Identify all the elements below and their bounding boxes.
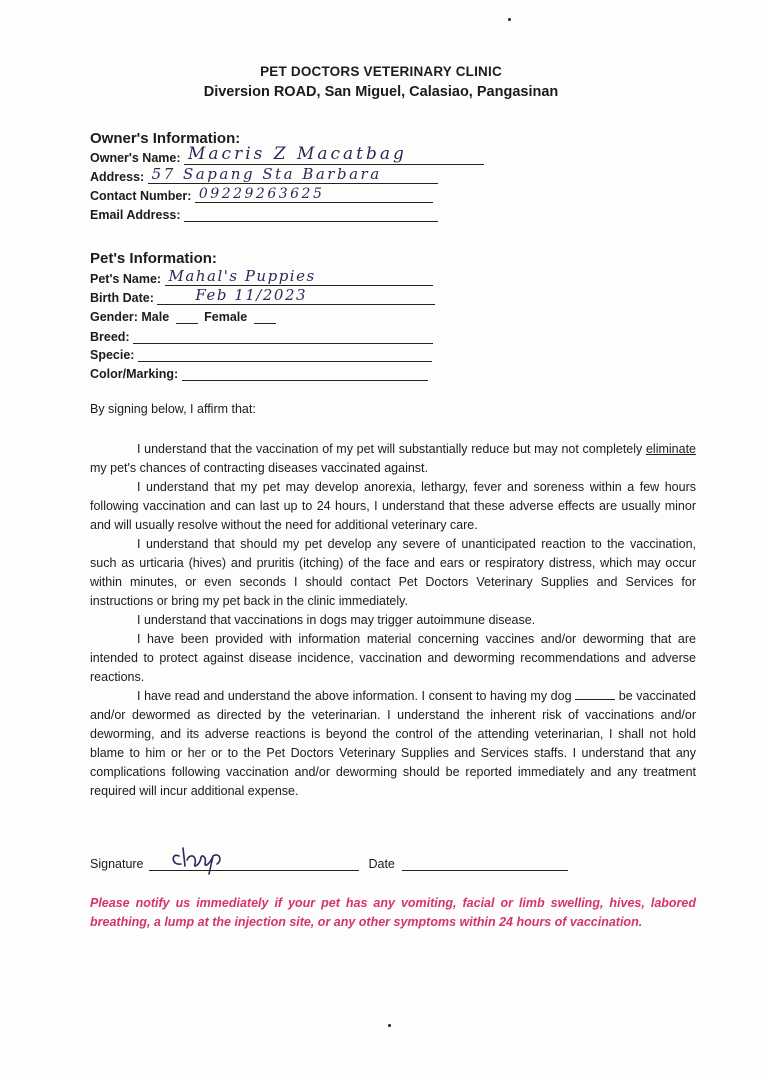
scan-speck (508, 18, 511, 21)
affirm-paragraph-5: I have been provided with information material concerning vaccines and/or deworming that are intended to protect against disease incidence, vaccination and deworming recommendations and adverse reactions. (90, 632, 696, 684)
affirm-p1-text: I understand that the vaccination of my pet will substantially reduce but may not completely (137, 442, 646, 456)
signature-label: Signature (90, 857, 144, 871)
pet-breed-label: Breed: (90, 330, 130, 344)
owner-section-title: Owner's Information: (90, 130, 241, 147)
affirm-p1-text-end: my pet's chances of contracting diseases vaccinated against. (90, 461, 428, 475)
signature-row (90, 856, 568, 871)
affirm-p6-text-end: be vaccinated and/or dewormed as directed by the veterinarian. I understand the inherent risk of vaccinations and/or deworming, and its adverse reactions is beyond the control of the attending veterinarian, I shall not hold blame to him or her or to the Pet Doctors Veterinary Supplies and Services staffs. I understand that any complications following vaccination and/or deworming should be reported immediately and any treatment required will incur additional expense. (90, 689, 696, 798)
owner-email-label: Email Address: (90, 208, 181, 222)
pet-name-label: Pet's Name: (90, 272, 162, 286)
owner-address-row (90, 165, 438, 187)
affirm-paragraph-6 (90, 687, 696, 801)
owner-email-row (90, 207, 438, 225)
pet-gender-female-field[interactable] (254, 310, 276, 324)
pet-gender-male-label: Gender: Male (90, 310, 170, 324)
pet-breed-row (90, 329, 433, 347)
owner-name-label: Owner's Name: (90, 151, 181, 165)
signature-field[interactable] (149, 856, 359, 871)
pet-gender-male-field[interactable] (176, 310, 198, 324)
affirm-paragraph-3: I understand that should my pet develop any severe of unanticipated reaction to the vaccination, such as urticaria (hives) and pruritis (itching) of the face and ears or respiratory distress, which may occur within minutes, or even seconds I should contact Pet Doctors Veterinary Supplies and Services for instructions or bring my pet back in the clinic immediately. (90, 537, 696, 608)
pet-specie-label: Specie: (90, 348, 135, 362)
date-label: Date (368, 857, 395, 871)
affirm-paragraph-1 (90, 440, 696, 478)
owner-address-label: Address: (90, 170, 145, 184)
owner-email-field[interactable] (184, 207, 438, 222)
owner-name-value: Macris Z Macatbag (188, 144, 407, 164)
affirm-paragraph-4: I understand that vaccinations in dogs may trigger autoimmune disease. (137, 613, 536, 627)
owner-contact-row (90, 188, 433, 206)
clinic-address: Diversion ROAD, San Miguel, Calasiao, Pangasinan (203, 84, 559, 100)
pet-color-row (90, 366, 428, 384)
pet-birth-row (90, 286, 435, 308)
pet-specie-field[interactable] (138, 347, 432, 362)
handwritten-signature (169, 842, 239, 876)
affirm-p6-text: I have read and understand the above information. I consent to having my dog (137, 689, 576, 703)
clinic-header (0, 64, 762, 100)
date-field[interactable] (402, 856, 568, 871)
post-vaccination-notice: Please notify us immediately if your pet has any vomiting, facial or limb swelling, hives, labored breathing, a lump at the injection site, or any other symptoms within 24 hours of vaccination. (90, 896, 696, 929)
owner-contact-field[interactable] (195, 188, 433, 203)
owner-address-field[interactable] (148, 165, 438, 184)
pet-gender-row (90, 310, 279, 328)
pet-color-field[interactable] (182, 366, 428, 381)
pet-birth-field[interactable] (157, 286, 435, 305)
owner-contact-value: 09229263625 (198, 186, 325, 202)
pet-name-value: Mahal's Puppies (168, 267, 316, 285)
pet-breed-field[interactable] (133, 329, 433, 344)
affirm-body (90, 440, 696, 801)
dog-name-field[interactable] (575, 687, 615, 700)
owner-name-field[interactable] (184, 144, 484, 165)
owner-contact-label: Contact Number: (90, 189, 192, 203)
scan-speck (388, 1024, 391, 1027)
affirm-intro: By signing below, I affirm that: (90, 402, 256, 416)
pet-gender-female-label: Female (204, 310, 248, 324)
affirm-paragraph-2: I understand that my pet may develop anorexia, lethargy, fever and soreness within a few hours following vaccination and can last up to 24 hours, I understand that these adverse effects are usually minor and will usually resolve without the need for additional veterinary care. (90, 480, 696, 532)
owner-address-value: 57 Sapang Sta Barbara (151, 165, 382, 183)
pet-birth-label: Birth Date: (90, 291, 154, 305)
pet-name-field[interactable] (165, 267, 433, 286)
pet-birth-value: Feb 11/2023 (195, 286, 308, 304)
pet-section-title: Pet's Information: (90, 250, 217, 267)
pet-color-label: Color/Marking: (90, 367, 179, 381)
clinic-name: PET DOCTORS VETERINARY CLINIC (260, 64, 502, 79)
affirm-p1-underlined: eliminate (645, 442, 696, 456)
pet-specie-row (90, 347, 432, 365)
